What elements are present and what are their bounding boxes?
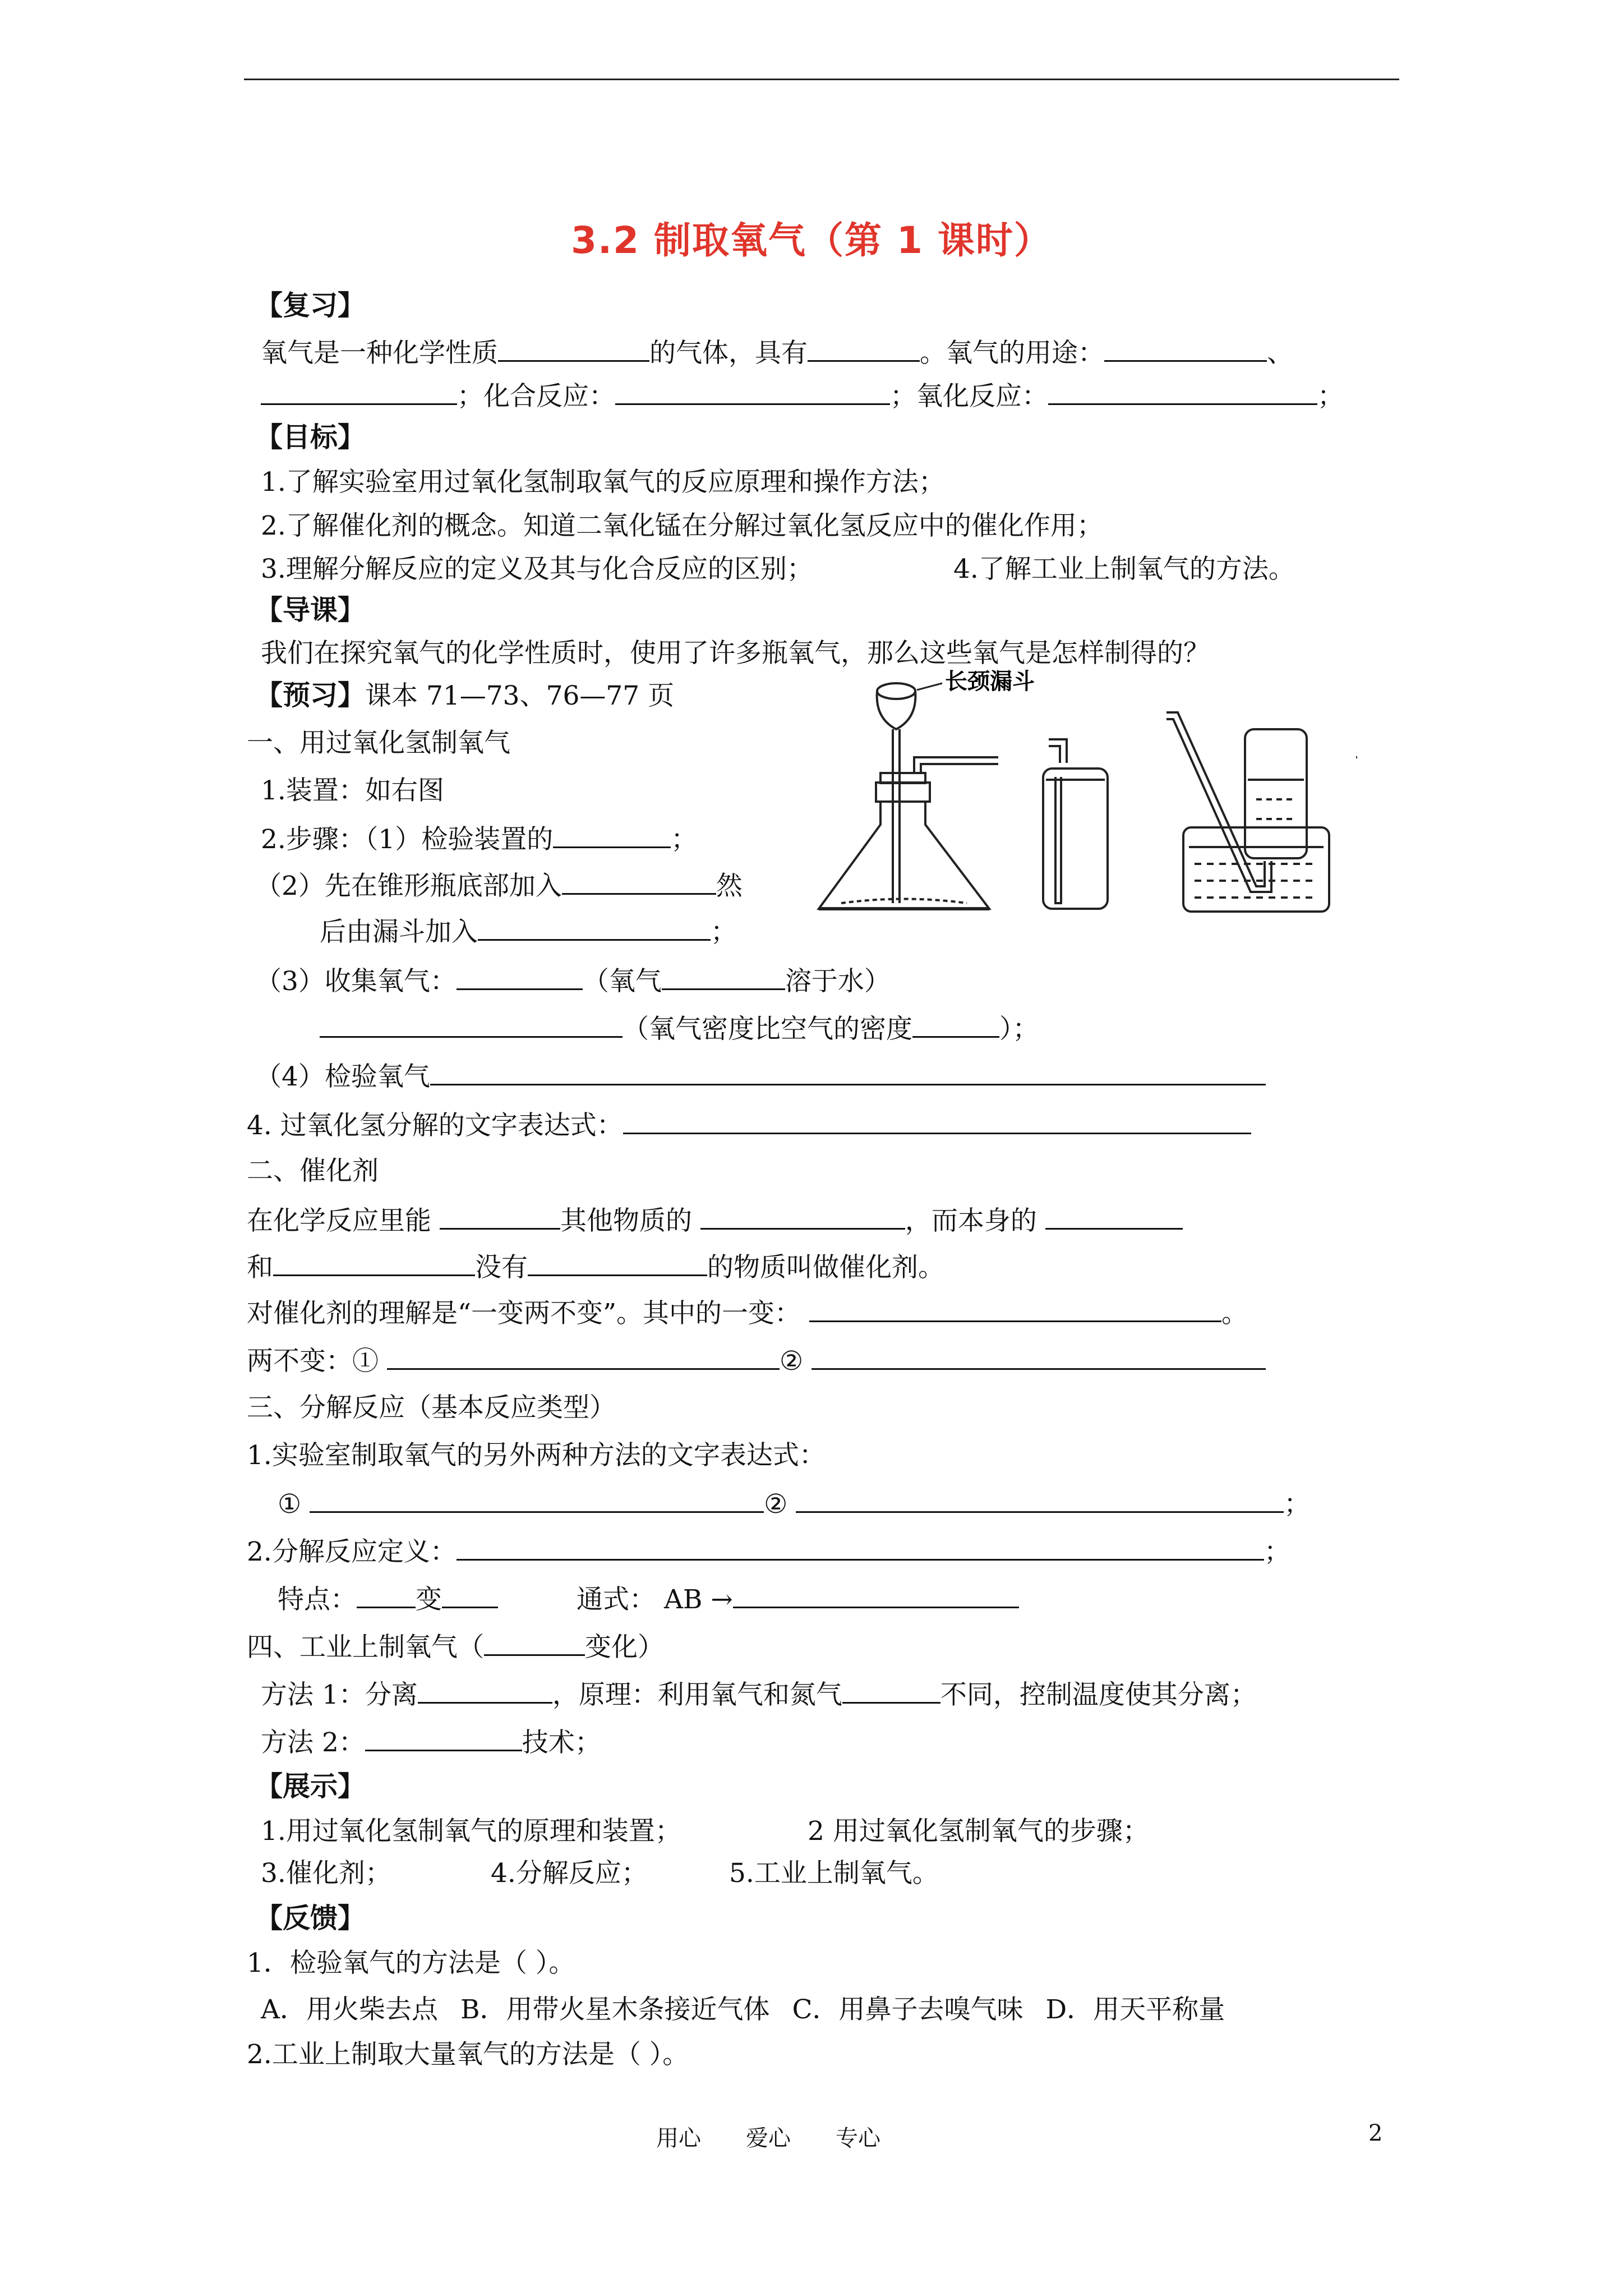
feedback-options-1 — [261, 1993, 1225, 2027]
decomp-line-2: ① ② ； — [278, 1487, 1310, 1521]
blank[interactable] — [562, 868, 716, 895]
apparatus-diagram — [796, 668, 1368, 926]
review-heading: 【复习】 — [255, 289, 366, 321]
goal-2: 2.了解催化剂的概念。知道二氧化锰在分解过氧化氢反应中的催化作用； — [261, 510, 1103, 541]
section-3-title: 三、分解反应（基本反应类型） — [247, 1392, 616, 1423]
blank[interactable] — [733, 1582, 1019, 1608]
blank[interactable] — [1048, 379, 1317, 405]
blank[interactable] — [484, 1630, 585, 1656]
blank[interactable] — [700, 1203, 905, 1230]
feedback-question-1: 1．检验氧气的方法是（ ）。 — [247, 1948, 575, 1978]
blank[interactable] — [430, 1059, 1266, 1085]
decomp-definition: 2.分解反应定义： ； — [247, 1534, 1290, 1569]
blank[interactable] — [457, 1534, 1264, 1561]
blank[interactable] — [440, 1203, 560, 1230]
review-line-2: ；化合反应： ；氧化反应： ； — [261, 379, 1344, 413]
decomp-features: 特点： 变 通式： AB → — [278, 1582, 1019, 1617]
blank[interactable] — [796, 1487, 1284, 1513]
blank[interactable] — [1104, 335, 1267, 362]
blank[interactable] — [498, 335, 649, 362]
blank[interactable] — [478, 914, 711, 941]
section-4-title: 四、工业上制氧气（ 变化） — [247, 1630, 664, 1664]
show-heading: 【展示】 — [255, 1770, 366, 1802]
blank[interactable] — [623, 1108, 1251, 1134]
blank[interactable] — [809, 1296, 1221, 1322]
device-text: 1.装置：如右图 — [261, 775, 444, 806]
blank[interactable] — [553, 822, 671, 848]
apparatus-figure — [796, 668, 1368, 926]
blank[interactable] — [320, 1011, 623, 1038]
step-3: （3）收集氧气： （氧气 溶于水） — [255, 964, 891, 999]
option-b: B．用带火星木条接近气体 — [460, 1994, 770, 2025]
catalyst-line-4: 两不变：① ② — [247, 1343, 1266, 1378]
footer-motto: 用心 爱心 专心 — [656, 2125, 880, 2151]
page-title: 3.2 制取氧气（第 1 课时） — [571, 219, 1052, 262]
blank[interactable] — [662, 964, 785, 990]
step-3-cont: （氧气密度比空气的密度 ）； — [320, 1011, 1039, 1046]
goals-heading: 【目标】 — [255, 421, 366, 453]
review-line-1: 氧气是一种化学性质 的气体，具有 。氧气的用途： 、 — [261, 335, 1293, 370]
blank[interactable] — [261, 379, 457, 405]
goal-1: 1.了解实验室用过氧化氢制取氧气的反应原理和操作方法； — [261, 467, 945, 498]
section-2-title: 二、催化剂 — [247, 1156, 379, 1186]
blank[interactable] — [912, 1011, 999, 1038]
step-2-cont: 后由漏斗加入 ； — [320, 914, 737, 949]
catalyst-line-3: 对催化剂的理解是“一变两不变”。其中的一变： 。 — [247, 1296, 1248, 1331]
preview-line: 【预习】课本 71—73、76—77 页 — [255, 679, 675, 711]
blank[interactable] — [457, 964, 583, 990]
show-item-1: 1.用过氧化氢制氧气的原理和装置； — [261, 1816, 681, 1847]
blank[interactable] — [310, 1487, 764, 1513]
industry-method-2: 方法 2： 技术； — [261, 1725, 601, 1760]
blank[interactable] — [808, 335, 920, 362]
option-a: A．用火柴去点 — [261, 1994, 438, 2025]
step-2: （2）先在锥形瓶底部加入 然 — [255, 868, 743, 903]
show-item-4: 4.分解反应； — [491, 1858, 648, 1889]
catalyst-line-1: 在化学反应里能 其他物质的 ，而本身的 — [247, 1203, 1183, 1238]
blank[interactable] — [387, 1343, 780, 1370]
decomp-line-1: 1.实验室制取氧气的另外两种方法的文字表达式： — [247, 1440, 826, 1471]
blank[interactable] — [1045, 1203, 1183, 1230]
blank[interactable] — [842, 1677, 940, 1704]
intro-heading: 【导课】 — [255, 594, 366, 626]
section-1-title: 一、用过氧化氢制氧气 — [247, 728, 510, 758]
blank[interactable] — [273, 1250, 475, 1276]
blank[interactable] — [365, 1725, 522, 1751]
catalyst-line-2: 和 没有 的物质叫做催化剂。 — [247, 1250, 944, 1285]
funnel-label: 长颈漏斗 — [945, 669, 1035, 694]
step-4: （4）检验氧气 — [255, 1059, 1266, 1094]
blank[interactable] — [811, 1343, 1266, 1370]
preview-heading: 【预习】 — [255, 679, 366, 711]
goal-3: 3.理解分解反应的定义及其与化合反应的区别； — [261, 554, 813, 585]
blank[interactable] — [528, 1250, 707, 1276]
feedback-heading: 【反馈】 — [255, 1902, 366, 1934]
intro-text: 我们在探究氧气的化学性质时，使用了许多瓶氧气，那么这些氧气是怎样制得的？ — [261, 638, 1210, 669]
industry-method-1: 方法 1：分离 ，原理：利用氧气和氮气 不同，控制温度使其分离； — [261, 1677, 1257, 1712]
option-c: C．用鼻子去嗅气味 — [792, 1994, 1023, 2025]
show-item-3: 3.催化剂； — [261, 1858, 391, 1889]
blank[interactable] — [615, 379, 890, 405]
word-equation: 4. 过氧化氢分解的文字表达式： — [247, 1108, 1251, 1143]
blank[interactable] — [442, 1582, 498, 1608]
blank[interactable] — [418, 1677, 552, 1704]
feedback-question-2: 2.工业上制取大量氧气的方法是（ ）。 — [247, 2039, 689, 2070]
show-item-2: 2 用过氧化氢制氧气的步骤； — [808, 1816, 1149, 1847]
goal-4: 4.了解工业上制氧气的方法。 — [953, 554, 1295, 585]
page-number: 2 — [1368, 2120, 1383, 2146]
show-item-5: 5.工业上制氧气。 — [729, 1858, 939, 1889]
blank[interactable] — [357, 1582, 416, 1608]
step-1: 2.步骤：（1）检验装置的 ； — [261, 822, 697, 857]
header-rule — [244, 79, 1399, 80]
option-d: D．用天平称量 — [1045, 1994, 1225, 2025]
